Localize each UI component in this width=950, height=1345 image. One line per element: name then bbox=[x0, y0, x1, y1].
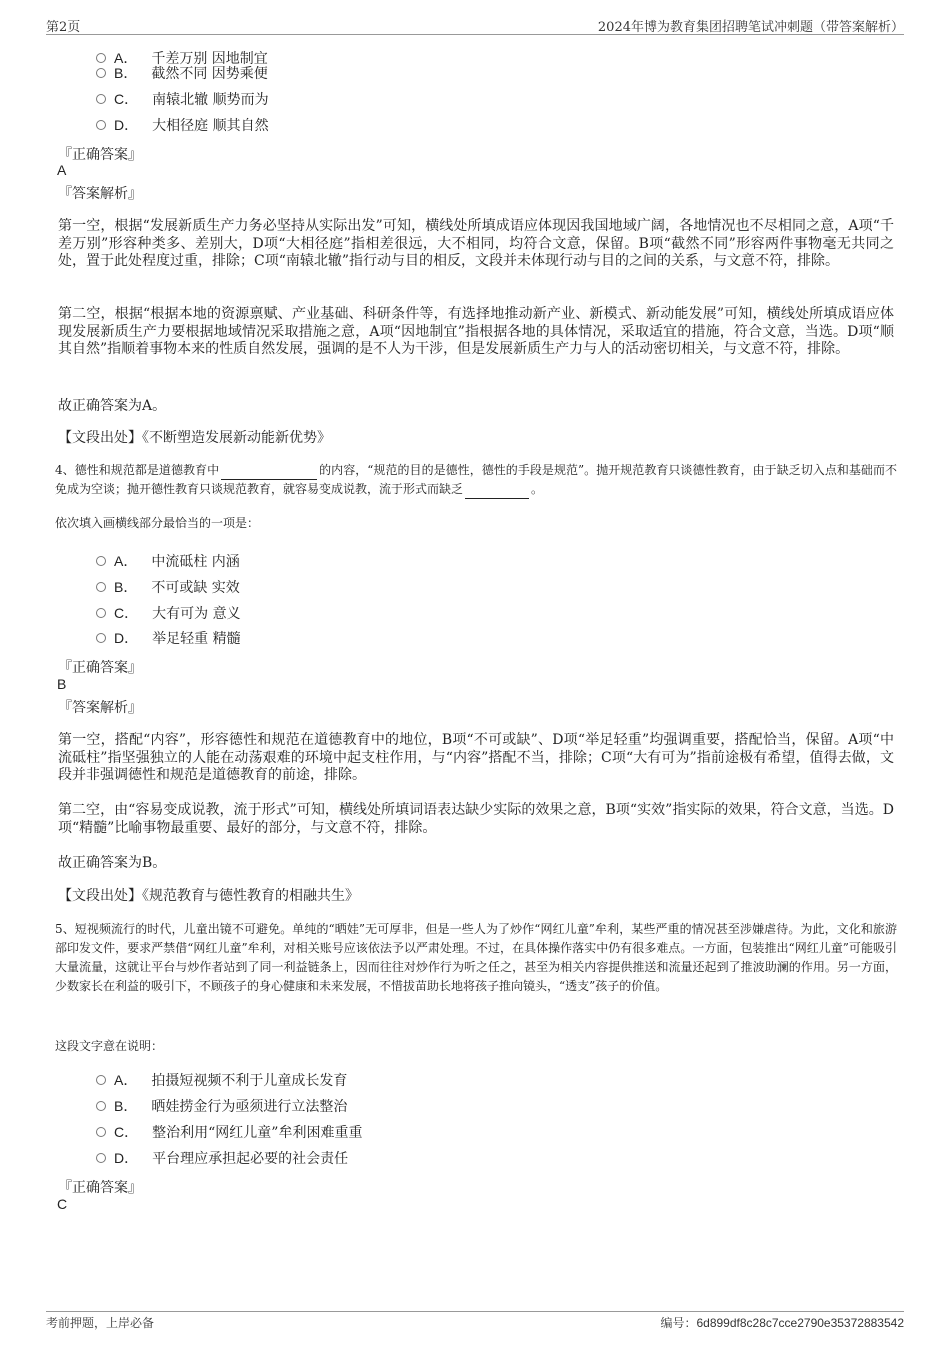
q3-option-a[interactable]: A． 千差万别 因地制宜 bbox=[96, 49, 268, 68]
q4-option-c[interactable]: C． 大有可为 意义 bbox=[96, 604, 241, 623]
footer-divider bbox=[46, 1311, 904, 1312]
q4-analysis-para-1: 第一空，搭配“内容”，形容德性和规范在道德教育中的地位，B项“不可或缺”、D项“举足轻重”均强调重要，搭配恰当，保留。A项“中流砥柱”指坚强独立的人能在动荡艰难的环境中起支柱作用，与“内容”搭配不当，排除；C项“大有可为”指前途极有希望，值得去做，文段并非强调德性和规范是道德教育的前途，排除。 bbox=[58, 732, 894, 783]
radio-icon[interactable] bbox=[96, 1101, 106, 1111]
q5-option-d[interactable]: D． 平台理应承担起必要的社会责任 bbox=[96, 1149, 348, 1168]
q3-analysis-label: 『答案解析』 bbox=[58, 186, 142, 202]
radio-icon[interactable] bbox=[96, 120, 106, 130]
radio-icon[interactable] bbox=[96, 582, 106, 592]
q5-prompt: 这段文字意在说明： bbox=[55, 1039, 164, 1053]
q4-option-d[interactable]: D． 举足轻重 精髓 bbox=[96, 629, 241, 648]
radio-icon[interactable] bbox=[96, 556, 106, 566]
radio-icon[interactable] bbox=[96, 68, 106, 78]
footer-code: 编号：6d899df8c28c7cce2790e35372883542 bbox=[660, 1316, 904, 1330]
radio-icon[interactable] bbox=[96, 608, 106, 618]
radio-icon[interactable] bbox=[96, 1075, 106, 1085]
radio-icon[interactable] bbox=[96, 633, 106, 643]
fill-blank-1 bbox=[221, 479, 317, 480]
q3-option-d[interactable]: D． 大相径庭 顺其自然 bbox=[96, 116, 269, 135]
document-title: 2024年博为教育集团招聘笔试冲刺题（带答案解析） bbox=[597, 20, 904, 35]
q4-option-a[interactable]: A． 中流砥柱 内涵 bbox=[96, 552, 240, 571]
q4-answer-label: 『正确答案』 bbox=[58, 660, 142, 676]
radio-icon[interactable] bbox=[96, 94, 106, 104]
radio-icon[interactable] bbox=[96, 1127, 106, 1137]
q5-question: 5、短视频流行的时代，儿童出镜不可避免。单纯的“晒娃”无可厚非，但是一些人为了炒作“网红儿童”牟利，某些严重的情况甚至涉嫌虐待。为此，文化和旅游部印发文件，要求严禁借“网红儿童”牟利，对相关账号应该依法予以严肃处理。不过，在具体操作落实中仍有很多难点。一方面，包装推出“网红儿童”可能吸引大量流量，这就让平台与炒作者站到了同一利益链条上，因而往往对炒作行为听之任之，甚至为相关内容提供推送和流量还起到了推波助澜的作用。另一方面，少数家长在利益的吸引下，不顾孩子的身心健康和未来发展，不惜拔苗助长地将孩子推向镜头，“透支”孩子的价值。 bbox=[55, 922, 897, 993]
q3-option-c[interactable]: C． 南辕北辙 顺势而为 bbox=[96, 90, 269, 109]
q4-analysis-para-2: 第二空，由“容易变成说教，流于形式”可知，横线处所填词语表达缺少实际的效果之意，B项“实效”指实际的效果，符合文意，当选。D项“精髓”比喻事物最重要、最好的部分，与文意不符，排除。 bbox=[58, 802, 894, 836]
q4-option-b[interactable]: B． 不可或缺 实效 bbox=[96, 578, 240, 597]
radio-icon[interactable] bbox=[96, 1153, 106, 1163]
q4-analysis-label: 『答案解析』 bbox=[58, 700, 142, 716]
q5-option-a[interactable]: A． 拍摄短视频不利于儿童成长发育 bbox=[96, 1071, 347, 1090]
q3-analysis-para-1: 第一空，根据“发展新质生产力务必坚持从实际出发”可知，横线处所填成语应体现因我国地域广阔，各地情况也不尽相同之意，A项“千差万别”形容种类多、差别大，D项“大相径庭”指相差很远，大不相同，均符合文意，保留。B项“截然不同”形容两件事物毫无共同之处，置于此处程度过重，排除；C项“南辕北辙”指行动与目的相反，文段并未体现行动与目的之间的关系，与文意不符，排除。 bbox=[58, 218, 894, 269]
q4-source: 【文段出处】《规范教育与德性教育的相融共生》 bbox=[58, 888, 359, 904]
q3-source: 【文段出处】《不断塑造发展新动能新优势》 bbox=[58, 430, 331, 446]
q3-analysis-para-2: 第二空，根据“根据本地的资源禀赋、产业基础、科研条件等，有选择地推动新产业、新模式、新动能发展”可知，横线处所填成语应体现发展新质生产力要根据地域情况采取措施之意，A项“因地制宜”指根据各地的具体情况，采取适宜的措施，符合文意，当选。D项“顺其自然”指顺着事物本来的性质自然发展，强调的是不人为干涉，但是发展新质生产力与人的活动密切相关，与文意不符，排除。 bbox=[58, 306, 894, 357]
q4-prompt: 依次填入画横线部分最恰当的一项是： bbox=[55, 516, 260, 530]
q4-question: 4、德性和规范都是道德教育中 的内容，“规范的目的是德性，德性的手段是规范”。抛开规范教育只谈德性教育，由于缺乏切入点和基础而不免成为空谈；抛开德性教育只谈规范教育，就容易变成说教，流于形式而缺乏 。 bbox=[55, 461, 897, 499]
q3-answer-label: 『正确答案』 bbox=[58, 147, 142, 163]
q5-answer-label: 『正确答案』 bbox=[58, 1180, 142, 1196]
footer-slogan: 考前押题，上岸必备 bbox=[46, 1316, 155, 1330]
radio-icon[interactable] bbox=[96, 53, 106, 63]
page-number: 第2页 bbox=[46, 20, 81, 35]
q4-conclusion: 故正确答案为B。 bbox=[58, 855, 167, 871]
q5-answer: C bbox=[57, 1196, 68, 1212]
q3-option-b[interactable]: B． 截然不同 因势乘便 bbox=[96, 64, 268, 83]
q5-option-b[interactable]: B． 晒娃捞金行为亟须进行立法整治 bbox=[96, 1097, 347, 1116]
fill-blank-2 bbox=[465, 498, 529, 499]
header-divider bbox=[46, 34, 904, 35]
q4-answer: B bbox=[57, 676, 67, 692]
q3-conclusion: 故正确答案为A。 bbox=[58, 398, 167, 414]
q3-answer: A bbox=[57, 162, 67, 178]
q5-option-c[interactable]: C． 整治利用“网红儿童”牟利困难重重 bbox=[96, 1123, 362, 1142]
